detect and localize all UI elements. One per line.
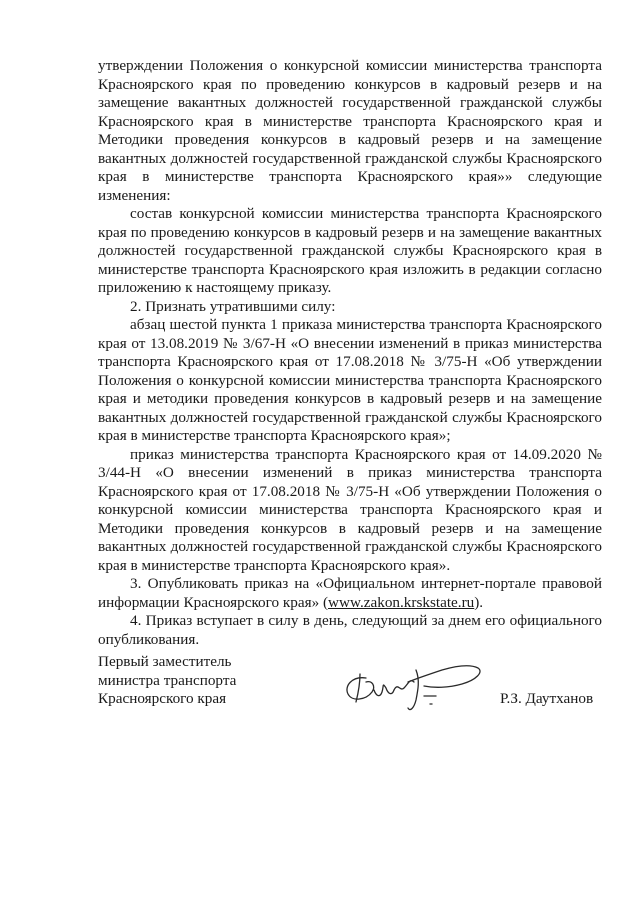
paragraph-prikaz: приказ министерства транспорта Красноярского края от 14.09.2020 № 3/44-Н «О внесении изменений в приказ министерства транспорта Красноярского края от 17.08.2018 № 3/75-Н «Об утверждении Положения о конкурсной комиссии министерства транспорта Красноярского края и Методики проведения конкурсов в кадровый резерв и на замещение вакантных должностей государственной гражданской службы Красноярского края в министерстве транспорта Красноярского края». — [98, 445, 602, 574]
item-3-close: ). — [474, 593, 484, 611]
item-3-text: 3. Опубликовать приказ на «Официальном интернет-портале правовой информации Красноярского края» ( — [98, 575, 602, 611]
paragraph-item-4: 4. Приказ вступает в силу в день, следующий за днем его официального опубликования. — [98, 612, 602, 648]
position-line-3: Красноярского края — [98, 690, 227, 708]
document-body — [98, 57, 602, 649]
position-line-2: министра транспорта — [98, 671, 237, 689]
position-line-1: Первый заместитель — [98, 653, 232, 670]
paragraph-item-2: 2. Признать утратившими силу: — [130, 297, 336, 315]
handwritten-signature — [338, 656, 508, 718]
paragraph-commission: состав конкурсной комиссии министерства транспорта Красноярского края по проведению конкурсов в кадровый резерв и на замещение вакантных должностей государственной гражданской службы Красноярского края в министерстве транспорта Красноярского края изложить в редакции согласно приложению к настоящему приказу. — [98, 205, 602, 296]
paragraph-item-3 — [98, 575, 602, 612]
paragraph-abzac: абзац шестой пункта 1 приказа министерства транспорта Красноярского края от 13.08.2019 № 3/67-Н «О внесении изменений в приказ министерства транспорта Красноярского края от 17.08.2018 № 3/75-Н «Об утверждении Положения о конкурсной комиссии министерства транспорта Красноярского края и методики проведения конкурсов в кадровый резерв и на замещение вакантных должностей государственной гражданской службы Красноярского края в министерстве транспорта Красноярского края»; — [98, 316, 602, 444]
signatory-name: Р.З. Даутханов — [500, 690, 594, 707]
portal-link[interactable]: www.zakon.krskstate.ru — [328, 593, 475, 611]
paragraph-lead: утверждении Положения о конкурсной комиссии министерства транспорта Красноярского края по проведению конкурсов в кадровый резерв и на замещение вакантных должностей государственной гражданской службы Красноярского края в министерстве транспорта Красноярского края и Методики проведения конкурсов в кадровый резерв и на замещение вакантных должностей государственной гражданской службы Красноярского края в министерстве транспорта Красноярского края»» следующие изменения: — [98, 57, 602, 204]
signatory-position — [98, 653, 236, 709]
